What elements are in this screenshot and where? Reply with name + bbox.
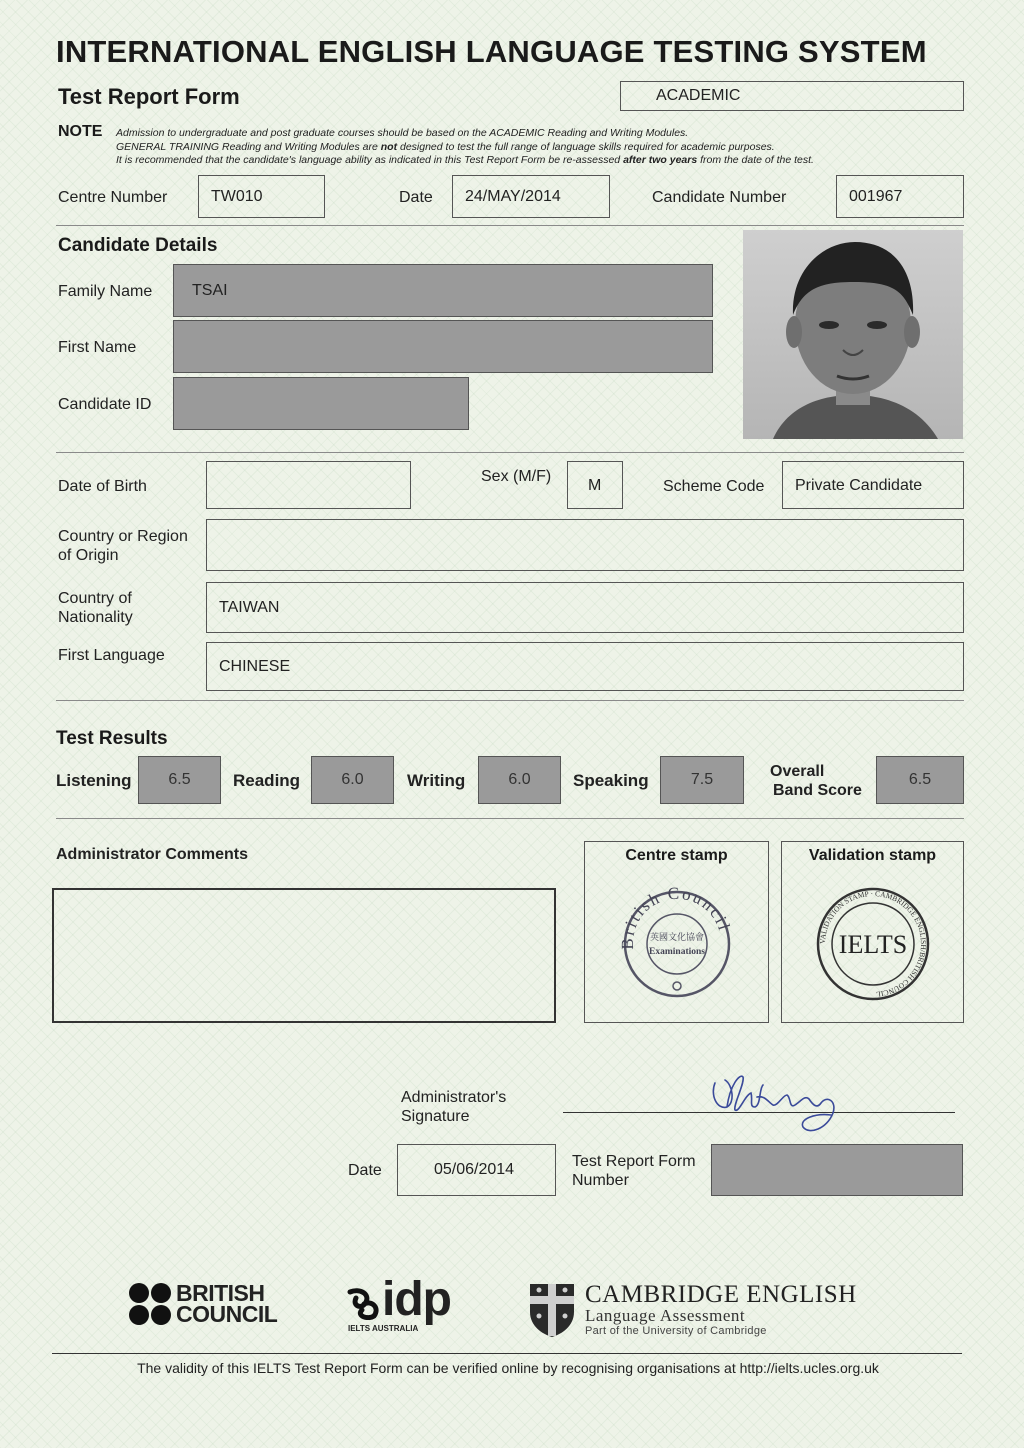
test-date-box <box>452 175 610 218</box>
speaking-score-box <box>660 756 744 804</box>
module-box <box>620 81 964 111</box>
footer-text: The validity of this IELTS Test Report Form can be verified online by recognising organisations at http://ielts.ucles.org.uk <box>137 1360 879 1376</box>
svg-text:Examinations: Examinations <box>649 947 705 957</box>
centre-stamp <box>617 884 737 1004</box>
centre-number-value: TW010 <box>211 188 263 205</box>
date-of-birth-label: Date of Birth <box>58 478 147 495</box>
form-subtitle: Test Report Form <box>58 84 240 109</box>
candidate-id-box <box>173 377 469 430</box>
divider <box>56 452 964 453</box>
note-line-2: GENERAL TRAINING Reading and Writing Modules are not designed to test the full range of language skills required for academic purposes. <box>116 140 775 153</box>
first-name-box <box>173 320 713 373</box>
test-date-label: Date <box>399 189 433 206</box>
reading-label: Reading <box>233 771 301 790</box>
divider <box>56 225 964 226</box>
first-name-label: First Name <box>58 339 137 356</box>
note-line-1: Admission to undergraduate and post graduate courses should be based on the ACADEMIC Reading and Writing Modules. <box>116 127 689 139</box>
validation-stamp <box>813 884 933 1004</box>
cambridge-subtitle: Language Assessment <box>585 1306 746 1325</box>
svg-text:British Council: British Council <box>617 884 735 950</box>
first-language-value: CHINESE <box>219 658 291 675</box>
trf-number-label: Test Report Form Number <box>572 1153 696 1189</box>
candidate-number-label: Candidate Number <box>652 189 787 206</box>
trf-number-box <box>711 1144 963 1196</box>
cambridge-title: CAMBRIDGE ENGLISH <box>585 1281 857 1308</box>
test-results-heading: Test Results <box>56 728 168 749</box>
nationality-box <box>206 582 964 633</box>
bc-line-2: COUNCIL <box>176 1301 278 1327</box>
admin-signature-label: Administrator's Signature <box>401 1089 507 1125</box>
admin-comments-box <box>52 888 556 1023</box>
validation-stamp-box <box>781 841 964 1023</box>
svg-text:英國文化協會: 英國文化協會 <box>649 933 705 943</box>
writing-score-box <box>478 756 561 804</box>
nationality-label: Country of Nationality <box>58 590 133 626</box>
sex-box <box>567 461 623 509</box>
test-date-value: 24/MAY/2014 <box>465 188 561 205</box>
first-language-label: First Language <box>58 647 165 664</box>
country-origin-box <box>206 519 964 571</box>
listening-score-box <box>138 756 221 804</box>
svg-text:VALIDATION STAMP · CAMBRIDGE E: VALIDATION STAMP · CAMBRIDGE ENGLISH/BRITISH COUNCIL <box>817 888 929 999</box>
administrator-signature <box>705 1065 855 1145</box>
first-language-box <box>206 642 964 691</box>
admin-comments-label: Administrator Comments <box>56 846 249 863</box>
issue-date-label: Date <box>348 1162 382 1179</box>
issue-date-box <box>397 1144 556 1196</box>
overall-score: 6.5 <box>908 771 932 788</box>
divider <box>56 700 964 701</box>
writing-label: Writing <box>407 771 466 790</box>
idp-wordmark: idp <box>382 1273 451 1326</box>
centre-stamp-box <box>584 841 769 1023</box>
country-origin-label: Country or Region of Origin <box>58 528 188 564</box>
bc-line-1: BRITISH <box>176 1280 265 1306</box>
writing-score: 6.0 <box>508 771 531 788</box>
reading-score-box <box>311 756 394 804</box>
idp-subtitle: IELTS AUSTRALIA <box>348 1324 419 1333</box>
speaking-score: 7.5 <box>690 771 714 788</box>
british-council-logo <box>128 1282 278 1328</box>
overall-label: Overall Band Score <box>770 763 862 799</box>
scheme-code-box <box>782 461 964 509</box>
footer-divider <box>52 1353 962 1354</box>
centre-stamp-label: Centre stamp <box>625 847 728 864</box>
scheme-code-label: Scheme Code <box>663 478 765 495</box>
form-title: INTERNATIONAL ENGLISH LANGUAGE TESTING SYSTEM <box>56 34 927 69</box>
candidate-id-label: Candidate ID <box>58 396 152 413</box>
issue-date-value: 05/06/2014 <box>434 1161 515 1178</box>
family-name-box <box>173 264 713 317</box>
listening-score: 6.5 <box>168 771 191 788</box>
cambridge-english-logo <box>528 1282 868 1340</box>
module-value: ACADEMIC <box>656 87 741 104</box>
candidate-details-heading: Candidate Details <box>58 235 218 256</box>
nationality-value: TAIWAN <box>219 599 280 616</box>
speaking-label: Speaking <box>573 771 649 790</box>
date-of-birth-box <box>206 461 411 509</box>
british-council-dots-icon <box>128 1282 172 1326</box>
idp-logo <box>346 1273 461 1337</box>
sex-value: M <box>588 477 602 494</box>
cambridge-shield-icon <box>528 1282 576 1338</box>
note-label: NOTE <box>58 123 103 140</box>
note-line-3: It is recommended that the candidate's language ability as indicated in this Test Report Form be re-assessed after two years from the date of the test. <box>116 154 814 166</box>
sex-label: Sex (M/F) <box>481 468 552 485</box>
listening-label: Listening <box>56 771 132 790</box>
overall-score-box <box>876 756 964 804</box>
family-name-label: Family Name <box>58 283 153 300</box>
candidate-photo <box>743 230 963 439</box>
validation-stamp-label: Validation stamp <box>808 847 937 864</box>
svg-text:IELTS: IELTS <box>838 930 908 959</box>
centre-number-box <box>198 175 325 218</box>
divider <box>56 818 964 819</box>
note-text <box>116 127 814 168</box>
candidate-number-value: 001967 <box>849 188 903 205</box>
centre-number-label: Centre Number <box>58 189 168 206</box>
reading-score: 6.0 <box>341 771 364 788</box>
family-name-value: TSAI <box>192 282 228 299</box>
idp-swirl-icon <box>346 1286 382 1320</box>
scheme-code-value: Private Candidate <box>795 477 923 494</box>
cambridge-tagline: Part of the University of Cambridge <box>585 1325 767 1337</box>
candidate-number-box <box>836 175 964 218</box>
